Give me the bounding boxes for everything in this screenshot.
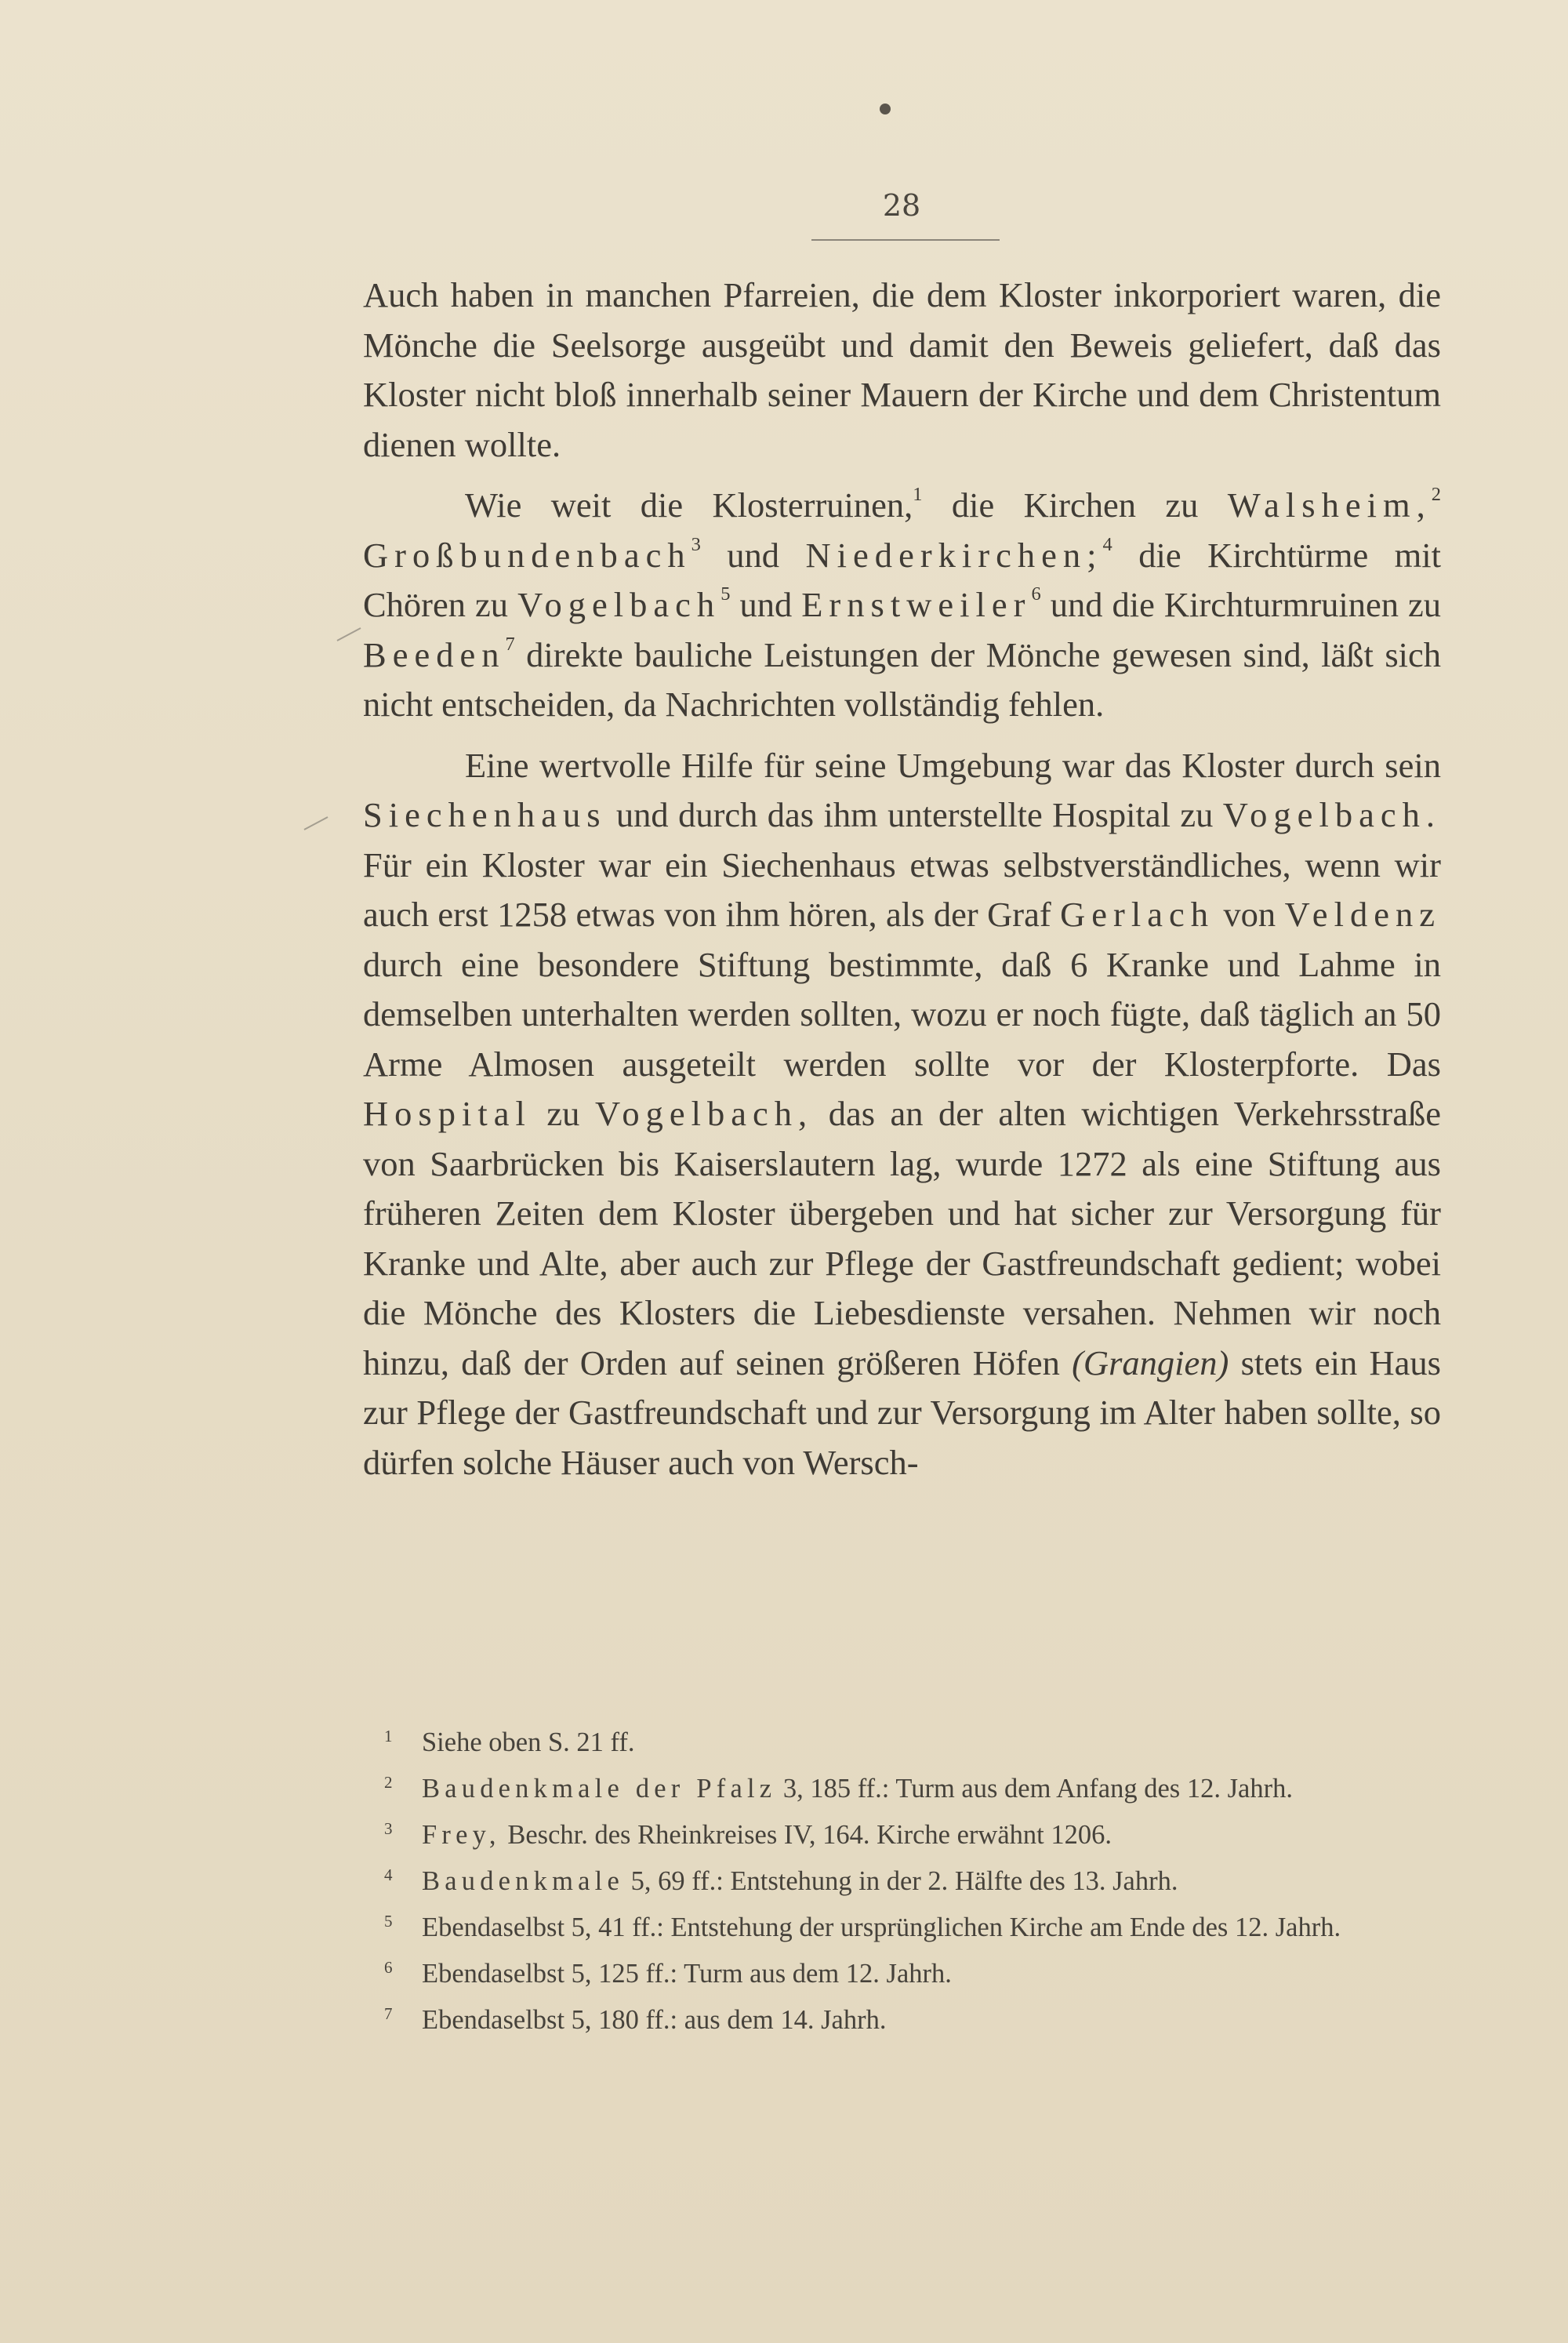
italic-term: (Grangien): [1072, 1342, 1229, 1382]
text-run: von: [1214, 895, 1285, 934]
text-run: Beschr. des Rheinkreises IV, 164. Kirche erwähnt 1206.: [500, 1820, 1112, 1850]
spaced-name: Vogelbach,: [594, 1094, 814, 1133]
text-run: Ebendaselbst 5, 180 ff.: aus dem 14. Jahrh.: [422, 2005, 887, 2035]
footnote-ref: 4: [1102, 533, 1112, 555]
footnote-text: [422, 2003, 1441, 2038]
spaced-name: Hospital: [363, 1094, 532, 1133]
text-run: Für ein Kloster war ein Siechenhaus etwas selbstverständliches, wenn wir auch erst 1258 etwas von ihm hören, als der Graf: [363, 845, 1441, 934]
footnote-number: 7: [384, 2004, 393, 2023]
footnote-ref: 6: [1031, 583, 1041, 605]
text-run: Auch haben in manchen Pfarreien, die dem Kloster inkorporiert waren, die Mönche die Seelsorge ausgeübt und damit den Beweis geliefert, daß das Kloster nicht bloß innerhalb seiner Mauern der Kirche und dem Christentum dienen wollte.: [363, 275, 1441, 464]
text-run: und durch das ihm unterstellte Hospital zu: [606, 795, 1223, 834]
spaced-name: Niederkirchen;: [805, 535, 1103, 575]
spaced-name: Beeden: [363, 634, 506, 674]
footnote: [384, 1725, 1441, 1760]
text-run: zu: [531, 1094, 595, 1133]
footnote: [384, 2003, 1441, 2038]
text-run: Siehe oben S. 21 ff.: [422, 1727, 635, 1757]
text-run: Ebendaselbst 5, 125 ff.: Turm aus dem 12. Jahrh.: [422, 1959, 952, 1989]
footnote-ref: 3: [691, 533, 701, 555]
footnote: [384, 1771, 1441, 1807]
footnote-text: [422, 1910, 1441, 1945]
footnote-number: 4: [384, 1865, 393, 1884]
spaced-name: Ernstweiler: [801, 585, 1032, 624]
text-run: und: [700, 535, 806, 575]
text-run: die Kirchtürme mit Chören zu: [363, 535, 1442, 624]
text-run: Ebendaselbst 5, 41 ff.: Entstehung der ursprünglichen Kirche am Ende des 12. Jahrh.: [422, 1913, 1341, 1942]
text-run: 3, 185 ff.: Turm aus dem Anfang des 12. Jahrh.: [776, 1774, 1293, 1804]
footnote-ref: 7: [505, 633, 515, 655]
footnote-text: [422, 1956, 1441, 1992]
text-run: 5, 69 ff.: Entstehung in der 2. Hälfte des 13. Jahrh.: [624, 1866, 1178, 1896]
ink-dot: [880, 104, 891, 114]
footnote-number: 1: [384, 1727, 393, 1745]
page-number: 28: [882, 188, 921, 223]
spaced-name: Baudenkmale: [422, 1866, 624, 1896]
spaced-name: Vogelbach.: [1222, 795, 1441, 834]
spaced-name: Baudenkmale der Pfalz: [422, 1774, 777, 1804]
text-run: Eine wertvolle Hilfe für seine Umgebung war das Kloster durch sein: [465, 745, 1441, 785]
footnote-text: [422, 1771, 1441, 1807]
text-run: das an der alten wichtigen Verkehrsstraße von Saarbrücken bis Kaiserslautern lag, wurde 1272 als eine Stiftung aus früheren Zeiten dem Kloster übergeben und hat sicher zur Versorgung für Kranke und Alte, aber auch zur Pflege der Gastfreundschaft gedient; wobei die Mönche des Klosters die Liebesdienste versahen. Nehmen wir noch hinzu, daß der Orden auf seinen größeren Höfen: [363, 1094, 1441, 1382]
footnote-text: [422, 1725, 1441, 1760]
header-rule: [811, 239, 1000, 241]
footnote: [384, 1910, 1441, 1945]
main-text: [363, 271, 1441, 1498]
text-run: Wie weit die Klosterruinen,: [465, 485, 913, 525]
spaced-name: Gerlach: [1060, 895, 1214, 934]
text-run: und: [730, 585, 802, 624]
paragraph: [363, 481, 1441, 730]
footnote-number: 5: [384, 1912, 393, 1931]
footnote: [384, 1956, 1441, 1992]
margin-pencil-mark: [337, 627, 361, 641]
margin-pencil-mark: [304, 816, 328, 830]
footnote-ref: 2: [1431, 484, 1442, 506]
spaced-name: Frey,: [422, 1820, 501, 1850]
footnotes: [384, 1725, 1441, 2049]
spaced-name: Großbundenbach: [363, 535, 691, 575]
text-run: die Kirchen zu: [922, 485, 1228, 525]
footnote-text: [422, 1818, 1441, 1853]
spaced-name: Veldenz: [1284, 895, 1441, 934]
footnote: [384, 1818, 1441, 1853]
text-run: direkte bauliche Leistungen der Mönche gewesen sind, läßt sich nicht entscheiden, da Nachrichten vollständig fehlen.: [363, 634, 1441, 724]
text-run: stets ein Haus zur Pflege der Gastfreundschaft und zur Versorgung im Alter haben sollte, so dürfen solche Häuser auch von Wersch-: [363, 1342, 1442, 1482]
footnote-ref: 1: [913, 484, 923, 506]
text-run: durch eine besondere Stiftung bestimmte, daß 6 Kranke und Lahme in demselben unterhalten werden sollten, wozu er noch fügte, daß täglich an 50 Arme Almosen ausgeteilt werden sollte vor der Klosterpforte. Das: [363, 944, 1441, 1084]
paragraph: [363, 271, 1441, 470]
footnote-number: 3: [384, 1819, 393, 1838]
footnote-text: [422, 1864, 1441, 1899]
footnote-number: 2: [384, 1773, 393, 1792]
footnote: [384, 1864, 1441, 1899]
spaced-name: Walsheim,: [1227, 485, 1432, 525]
paragraph: [363, 741, 1441, 1488]
footnote-ref: 5: [720, 583, 731, 605]
spaced-name: Vogelbach: [517, 585, 721, 624]
footnote-number: 6: [384, 1958, 393, 1977]
text-run: und die Kirchturmruinen zu: [1040, 585, 1441, 624]
spaced-name: Siechenhaus: [363, 795, 607, 834]
